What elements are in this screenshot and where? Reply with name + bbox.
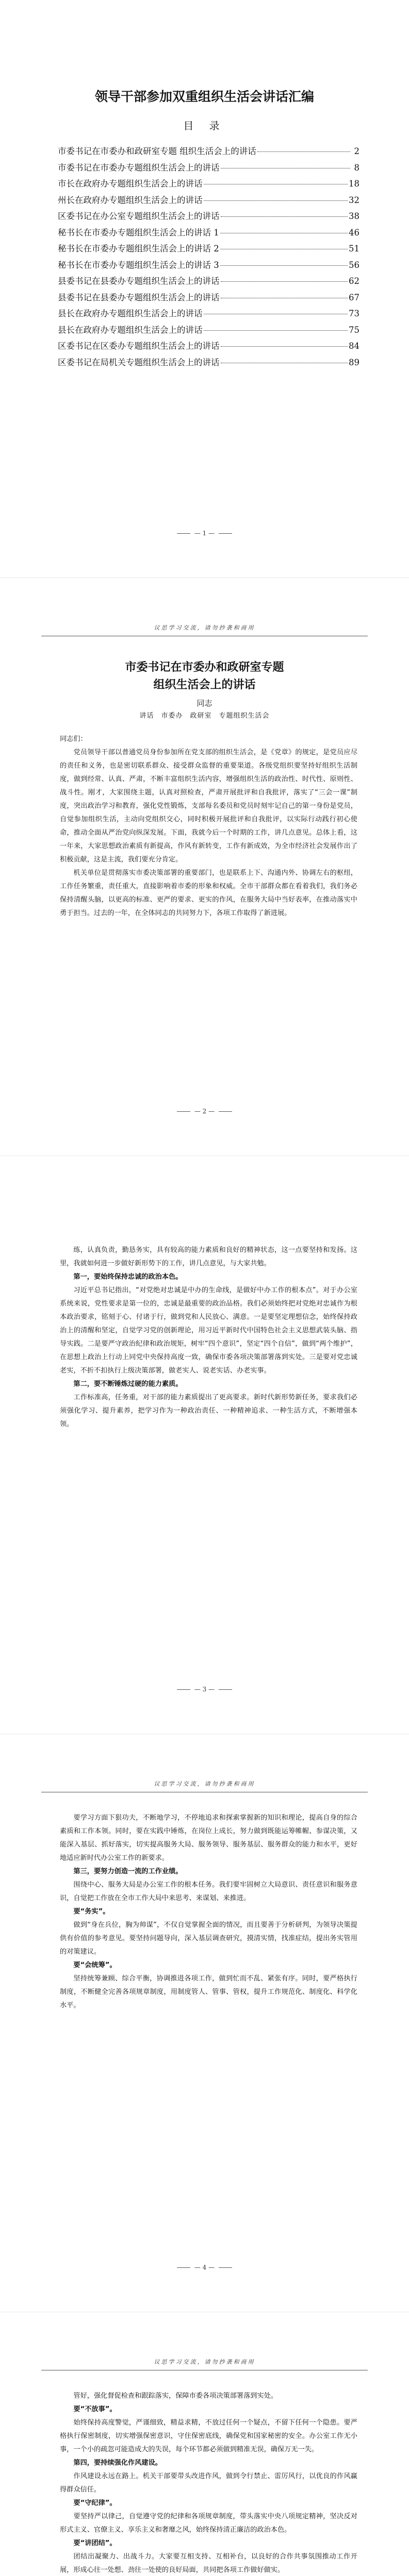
toc-entry[interactable] xyxy=(58,226,359,242)
toc-entry[interactable] xyxy=(58,291,359,307)
toc-entry[interactable] xyxy=(58,307,359,323)
section-heading: 要“会统筹”。 xyxy=(73,1961,117,1969)
toc-leader-dots xyxy=(221,216,348,217)
toc-entry-label: 州长在政府办专题组织生活会上的讲话 xyxy=(58,195,203,205)
toc-entry-page: 38 xyxy=(349,211,359,221)
toc-entry-label: 县委书记在县委办专题组织生活会上的讲话 xyxy=(58,292,220,302)
toc-entry[interactable] xyxy=(58,161,359,177)
toc-entry[interactable] xyxy=(58,274,359,291)
page-2 xyxy=(0,578,409,1156)
toc-entry-page: 46 xyxy=(349,227,359,238)
page-4-body xyxy=(60,1811,357,2012)
toc-entry-label: 区委书记在区委办专题组织生活会上的讲话 xyxy=(58,341,220,351)
table-of-contents xyxy=(58,144,359,371)
page-header: 议思学习交流，请勿抄袭和商用 xyxy=(154,624,255,631)
page-3 xyxy=(0,1156,409,1734)
body-paragraph: 围绕中心、服务大局是办公室工作的根本任务。我们要牢固树立大局意识、责任意识和服务意识，自觉把工作放在全市工作大局中来思考、来谋划、来推进。 xyxy=(60,1881,357,1902)
toc-entry-page: 32 xyxy=(349,195,359,205)
toc-entry-page: 62 xyxy=(349,276,359,286)
page-5-body xyxy=(60,2389,357,2576)
toc-entry-page: 89 xyxy=(349,357,359,367)
speech-title-line-1: 市委书记在市委办和政研室专题 xyxy=(125,660,284,674)
toc-entry[interactable] xyxy=(58,242,359,258)
page-header: 议思学习交流，请勿抄袭和商用 xyxy=(154,1781,255,1787)
body-paragraph: 做到“身在兵位，胸为帅谋”，不仅自觉掌握全面的情况，而且要善于分析研判，为领导决策提供有价值的参考意见。要坚持问题导向，深入基层调查研究，摸清实情，找准症结，提出务实管用的对策建议。 xyxy=(60,1921,357,1956)
section-heading: 第三，要努力创造一流的工作业绩。 xyxy=(73,1868,183,1875)
toc-entry-label: 县长在政府办专题组织生活会上的讲话 xyxy=(58,309,203,318)
toc-entry[interactable] xyxy=(58,339,359,355)
page-4 xyxy=(0,1734,409,2312)
speech-title-line-2: 组织生活会上的讲话 xyxy=(153,678,256,691)
body-paragraph: 坚持统筹兼顾、综合平衡，协调推进各项工作，做到忙而不乱、紧张有序。同时，要严格执行制度，不断健全完善各项规章制度，用制度管人、管事、管权，提升工作规范化、制度化、科学化水平。 xyxy=(60,1975,357,2009)
page-2-body xyxy=(60,733,357,920)
toc-entry[interactable] xyxy=(58,209,359,226)
toc-entry-page: 56 xyxy=(349,260,359,270)
toc-entry-label: 市委书记在市委办专题组织生活会上的讲话 xyxy=(58,162,220,173)
body-paragraph: 练，认真负责，勤恳务实，具有较高的能力素质和良好的精神状态，这一点要坚持和发扬。这里，我就如何进一步做好新形势下的工作，讲几点意见，与大家共勉。 xyxy=(60,1246,357,1267)
body-paragraph: 要学习方面下狠功夫，不断地学习，不停地追求和探索掌握新的知识和理论，提高自身的综合素质和工作本领。同时，要在实践中锤炼，在岗位上成长，努力做到既能运筹帷幄、参谋决策，又能深入基层、抓好落实，切实提高服务大局、服务领导、服务基层、服务群众的能力和水平，更好地适应新时代办公室工作的新要求。 xyxy=(60,1814,357,1862)
toc-entry-label: 县长在政府办专题组织生活会上的讲话 xyxy=(58,325,203,335)
toc-entry-label: 县委书记在县委办专题组织生活会上的讲话 xyxy=(58,276,220,286)
toc-entry-label: 秘书长在市委办专题组织生活会上的讲话 3 xyxy=(58,260,219,270)
toc-entry-label: 市委书记在市委办和政研室专题 组织生活会上的讲话 xyxy=(58,146,256,156)
toc-entry-page: 73 xyxy=(349,309,359,318)
page-number: — 1 — xyxy=(0,530,409,537)
section-heading: 要“不放事”。 xyxy=(73,2405,117,2413)
page-number: — 4 — xyxy=(0,2264,409,2271)
page-1 xyxy=(0,0,409,578)
toc-entry[interactable] xyxy=(58,144,359,161)
toc-leader-dots xyxy=(257,151,350,152)
section-heading: 第一，要始终保持忠诚的政治本色。 xyxy=(73,1273,183,1281)
toc-entry-label: 市长在政府办专题组织生活会上的讲话 xyxy=(58,179,203,189)
body-paragraph: 作风建设永远在路上。机关干部要带头改进作风，做到令行禁止、雷厉风行，以优良的作风赢得群众信任。 xyxy=(60,2472,357,2494)
toc-entry-label: 秘书长在市委办专题组织生活会上的讲话 2 xyxy=(58,244,219,253)
toc-heading: 目 录 xyxy=(183,120,226,132)
page-header: 议思学习交流，请勿抄袭和商用 xyxy=(154,2359,255,2365)
section-heading: 要“讲团结”。 xyxy=(73,2539,117,2547)
page-number: — 3 — xyxy=(0,1686,409,1693)
page-3-body xyxy=(60,1244,357,1431)
speech-author: 同志 xyxy=(197,699,212,708)
toc-entry-label: 区委书记在局机关专题组织生活会上的讲话 xyxy=(58,357,220,367)
toc-entry[interactable] xyxy=(58,258,359,275)
body-paragraph: 习近平总书记指出，“对党绝对忠诚是中办的生命线，是做好中办工作的根本点”。对于办公室系统来说，党性要求是第一位的，忠诚是最重要的政治品格。我们必须始终把对党绝对忠诚作为根本政治要求，铭刻于心、付诸于行，做到党和人民放心、满意。一是要坚定理想信念，始终保持政治上的清醒和坚定，自觉学习党的创新理论，用习近平新时代中国特色社会主义思想武装头脑、指导实践。二是要严守政治纪律和政治规矩，树牢“四个意识”，坚定“四个自信”，做到“两个维护”，在思想上政治上行动上同党中央保持高度一致，确保市委各项决策部署落到实处。三是要对党忠诚老实，不折不扣执行上级决策部署，做老实人、说老实话、办老实事。 xyxy=(60,1286,357,1375)
toc-entry-page: 18 xyxy=(349,179,359,189)
body-paragraph: 团结出凝聚力、出战斗力。大家要互相支持、互相补台，以良好的合作共事氛围推动工作开展，形成心往一处想、劲往一处使的良好局面，共同把各项工作做好做实。 xyxy=(60,2553,357,2574)
speech-title xyxy=(0,658,409,693)
toc-entry-label: 区委书记在办公室专题组织生活会上的讲话 xyxy=(58,211,220,221)
toc-leader-dots xyxy=(204,200,348,201)
page-5 xyxy=(0,2312,409,2576)
body-paragraph: 党员领导干部以普通党员身份参加所在党支部的组织生活会，是《党章》的规定，是党员应尽的责任和义务，也是密切联系群众、接受群众监督的重要渠道。各级党组织要坚持好组织生活制度，做到经常、认真、严肃，不断丰富组织生活内容，增强组织生活的政治性、时代性、原则性、战斗性。刚才，大家围绕主题，认真对照检查，严肃开展批评和自我批评，落实了“三会一课”制度，突出政治学习和教育，强化党性锻炼，支部每名委员和党员时刻牢记自己的第一身份是党员，自觉参加组织生活，主动向党组织交心，同时积极开展批评和自我批评，以实际行动践行初心使命，推动全面从严治党向纵深发展。下面，我就今后一个时期的工作，讲几点意见。总体上看，这一年来，大家思想政治素质有新提高，作风有新转变，工作有新成效，为全市经济社会发展作出了积极贡献，这是主流，我们要充分肯定。 xyxy=(60,749,357,863)
toc-leader-dots xyxy=(204,330,348,331)
section-heading: 第二，要不断锤炼过硬的能力素质。 xyxy=(73,1380,183,1388)
section-heading: 要“务实”。 xyxy=(73,1908,110,1916)
body-paragraph: 始终保持高度警觉，严谨细致，精益求精，不放过任何一个疑点，不留下任何一个隐患。要严格执行保密制度，切实增强保密意识，守住保密底线，确保党和国家秘密的安全。办公室工作无小事，一个小的疏忽可能造成大的失误，每个环节都必须做到精准无误，确保万无一失。 xyxy=(60,2419,357,2453)
body-paragraph: 管好，强化督促检查和跟踪落实，保障市委各项决策部署落到实处。 xyxy=(73,2392,278,2400)
body-paragraph: 要坚持严以律己，自觉遵守党的纪律和各项规章制度，带头落实中央八项规定精神，坚决反对形式主义、官僚主义、享乐主义和奢靡之风，始终保持清正廉洁的政治本色。 xyxy=(60,2513,357,2534)
body-paragraph: 机关单位是贯彻落实市委决策部署的重要部门，也是联系上下、沟通内外、协调左右的枢纽，工作任务繁重，责任重大，直接影响着市委的形象和权威。全市干部群众都在看着我们，我们务必保持清醒头脑，以更高的标准、更严的要求、更实的作风，在服务大局中当好表率，在推动落实中勇于担当。过去的一年，在全体同志的共同努力下，各项工作取得了新进展。 xyxy=(60,869,357,917)
toc-leader-dots xyxy=(220,265,348,266)
document-title: 领导干部参加双重组织生活会讲话汇编 xyxy=(94,89,314,104)
toc-entry[interactable] xyxy=(58,355,359,372)
section-heading: 第四，要持续强化作风建设。 xyxy=(73,2459,162,2467)
toc-entry-page: 51 xyxy=(349,244,359,253)
body-paragraph: 工作标准高，任务重，对干部的能力素质提出了更高要求。新时代新形势新任务，要求我们必须强化学习、提升素养，把学习作为一种政治责任、一种精神追求、一种生活方式，不断增强本领。 xyxy=(60,1394,357,1428)
toc-entry[interactable] xyxy=(58,193,359,210)
page-number: — 2 — xyxy=(0,1108,409,1115)
section-heading: 要“守纪律”。 xyxy=(73,2499,117,2507)
toc-entry[interactable] xyxy=(58,323,359,340)
toc-entry-page: 2 xyxy=(354,146,359,156)
body-paragraph: 同志们： xyxy=(60,735,87,743)
toc-leader-dots xyxy=(221,346,348,347)
toc-entry-page: 75 xyxy=(349,325,359,335)
speech-meta: 讲话 市委办 政研室 专题组织生活会 xyxy=(139,712,270,720)
toc-entry-label: 秘书长在市委办专题组织生活会上的讲话 1 xyxy=(58,227,219,238)
toc-entry-page: 8 xyxy=(354,162,359,173)
toc-entry-page: 67 xyxy=(349,292,359,302)
toc-leader-dots xyxy=(221,281,348,282)
toc-entry[interactable] xyxy=(58,177,359,193)
toc-entry-page: 84 xyxy=(349,341,359,351)
